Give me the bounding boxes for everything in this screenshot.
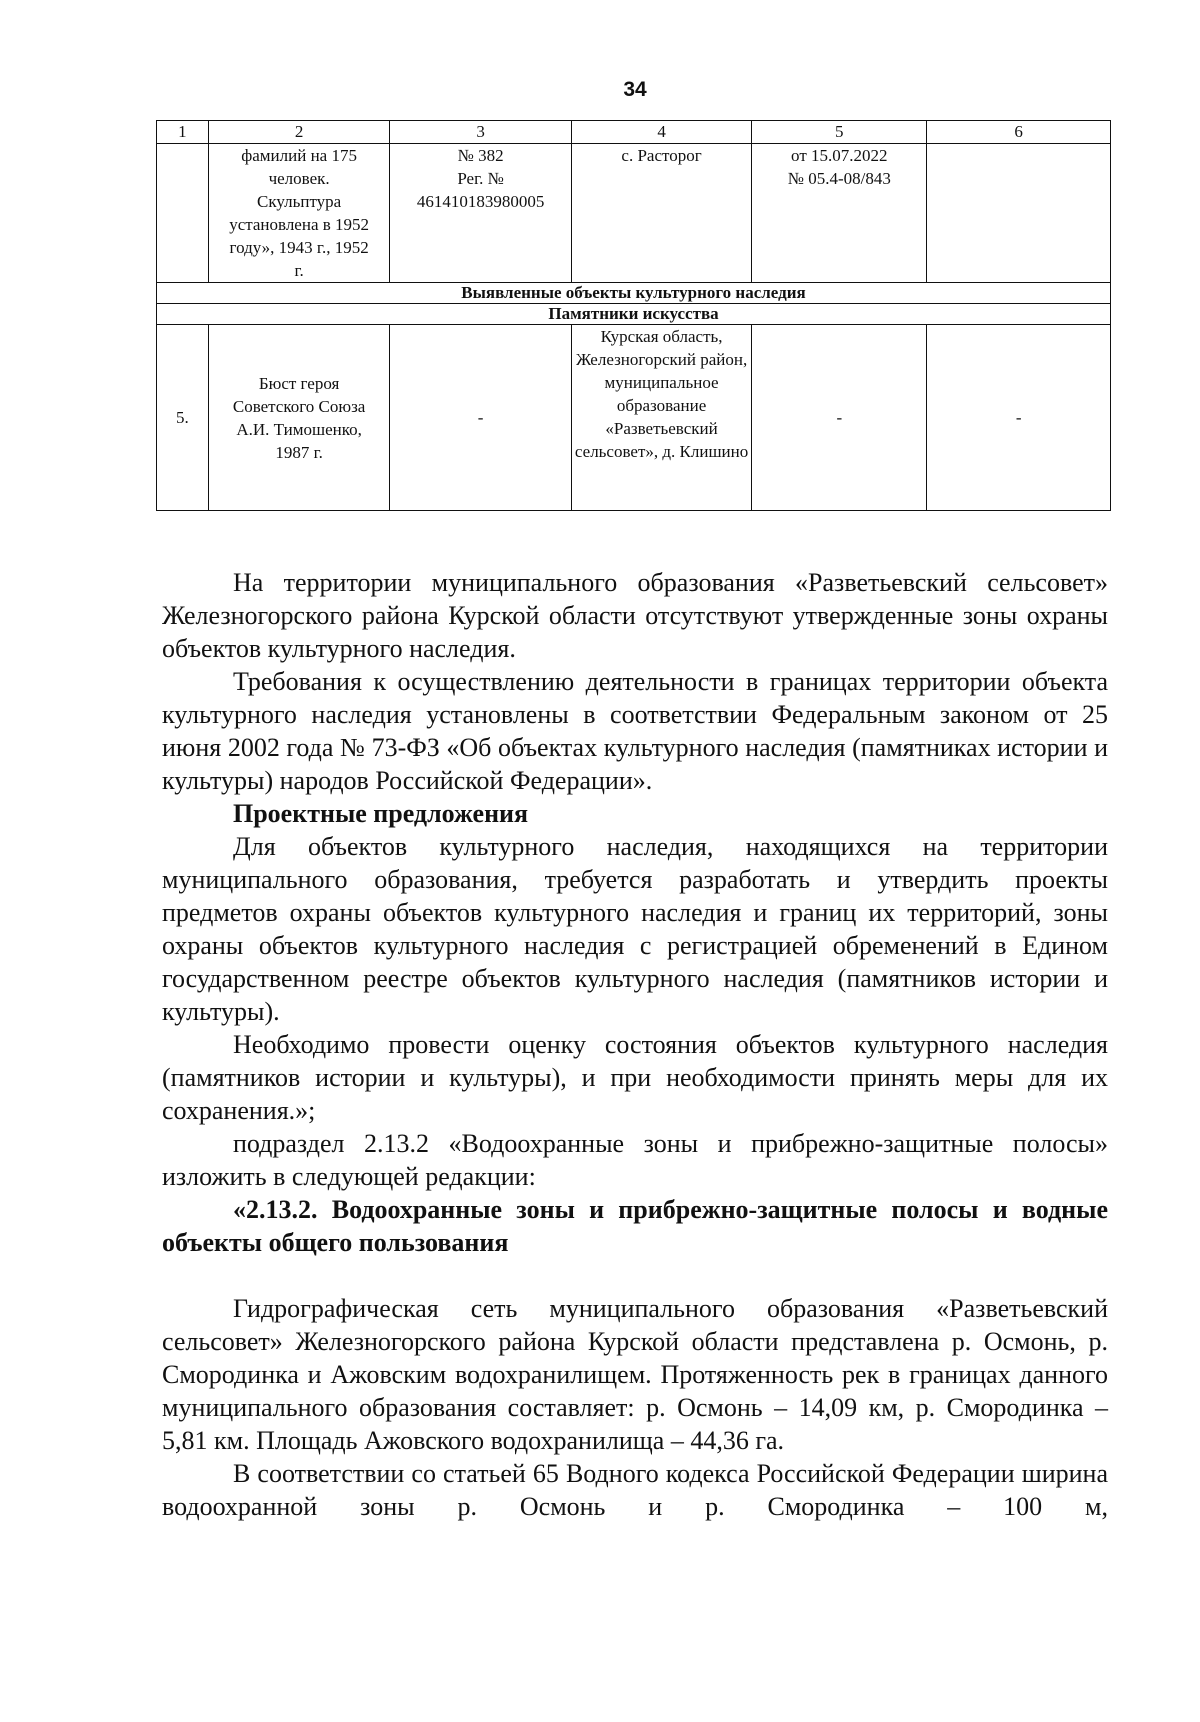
- paragraph: подраздел 2.13.2 «Водоохранные зоны и прибрежно-защитные полосы» изложить в следующей редакции:: [162, 1129, 1108, 1191]
- section-title-identified: Выявленные объекты культурного наследия: [157, 283, 1111, 304]
- section-row: [157, 283, 1111, 304]
- heritage-table: [156, 120, 1111, 511]
- column-number: 4: [571, 121, 751, 144]
- table-row: [157, 144, 1111, 283]
- table-row: [157, 325, 1111, 511]
- section-title-art: Памятники искусства: [157, 304, 1111, 325]
- section-row: [157, 304, 1111, 325]
- row-number: 5.: [157, 325, 209, 511]
- table-cell: [157, 144, 209, 283]
- paragraph: В соответствии со статьей 65 Водного кодекса Российской Федерации ширина водоохранной зоны р. Осмонь и р. Смородинка – 100 м,: [162, 1459, 1108, 1521]
- paragraph: Требования к осуществлению деятельности в границах территории объекта культурного наследия установлены в соответствии Федеральным законом от 25 июня 2002 года № 73-ФЗ «Об объектах культурного наследия (памятниках истории и культуры) народов Российской Федерации».: [162, 667, 1108, 795]
- paragraph: Необходимо провести оценку состояния объектов культурного наследия (памятников истории и культуры), и при необходимости принять меры для их сохранения.»;: [162, 1030, 1108, 1125]
- document-number: № 05.4-08/843: [787, 169, 891, 188]
- column-number: 3: [390, 121, 572, 144]
- document-date: от 15.07.2022: [791, 146, 888, 165]
- registry-code: 461410183980005: [416, 192, 545, 211]
- location-cell: с. Расторог: [571, 144, 751, 283]
- location-cell: Курская область, Железногорский район, муниципальное образование «Разветьевский сельсовет», д. Клишино: [571, 325, 751, 511]
- paragraph: На территории муниципального образования «Разветьевский сельсовет» Железногорского района Курской области отсутствуют утвержденные зоны охраны объектов культурного наследия.: [162, 568, 1108, 663]
- registry-label: Рег. №: [457, 169, 504, 188]
- column-number: 1: [157, 121, 209, 144]
- registry-cell: -: [390, 325, 572, 511]
- document-body: [162, 566, 1108, 1523]
- subsection-heading: «2.13.2. Водоохранные зоны и прибрежно-защитные полосы и водные объекты общего пользования: [162, 1195, 1108, 1257]
- object-name-cell: Бюст героя Советского Союза А.И. Тимошенко, 1987 г.: [208, 325, 390, 511]
- document-cell: [752, 144, 927, 283]
- column-number: 6: [927, 121, 1111, 144]
- object-name-cell: фамилий на 175 человек. Скульптура установлена в 1952 году», 1943 г., 1952 г.: [208, 144, 390, 283]
- table-cell: -: [927, 325, 1111, 511]
- table-cell: [927, 144, 1111, 283]
- section-heading: Проектные предложения: [233, 799, 529, 828]
- column-number: 5: [752, 121, 927, 144]
- paragraph: Гидрографическая сеть муниципального образования «Разветьевский сельсовет» Железногорского района Курской области представлена р. Осмонь, р. Смородинка и Ажовским водохранилищем. Протяженность рек в границах данного муниципального образования составляет: р. Осмонь – 14,09 км, р. Смородинка – 5,81 км. Площадь Ажовского водохранилища – 44,36 га.: [162, 1294, 1108, 1455]
- document-cell: -: [752, 325, 927, 511]
- page-number: 34: [623, 78, 647, 101]
- paragraph: Для объектов культурного наследия, находящихся на территории муниципального образования, требуется разработать и утвердить проекты предметов охраны объектов культурного наследия и границ их территорий, зоны охраны объектов культурного наследия с регистрацией обременений в Едином государственном реестре объектов культурного наследия (памятников истории и культуры).: [162, 832, 1108, 1026]
- registry-number: № 382: [457, 146, 504, 165]
- registry-cell: [390, 144, 572, 283]
- column-number: 2: [208, 121, 390, 144]
- table-header-row: [157, 121, 1111, 144]
